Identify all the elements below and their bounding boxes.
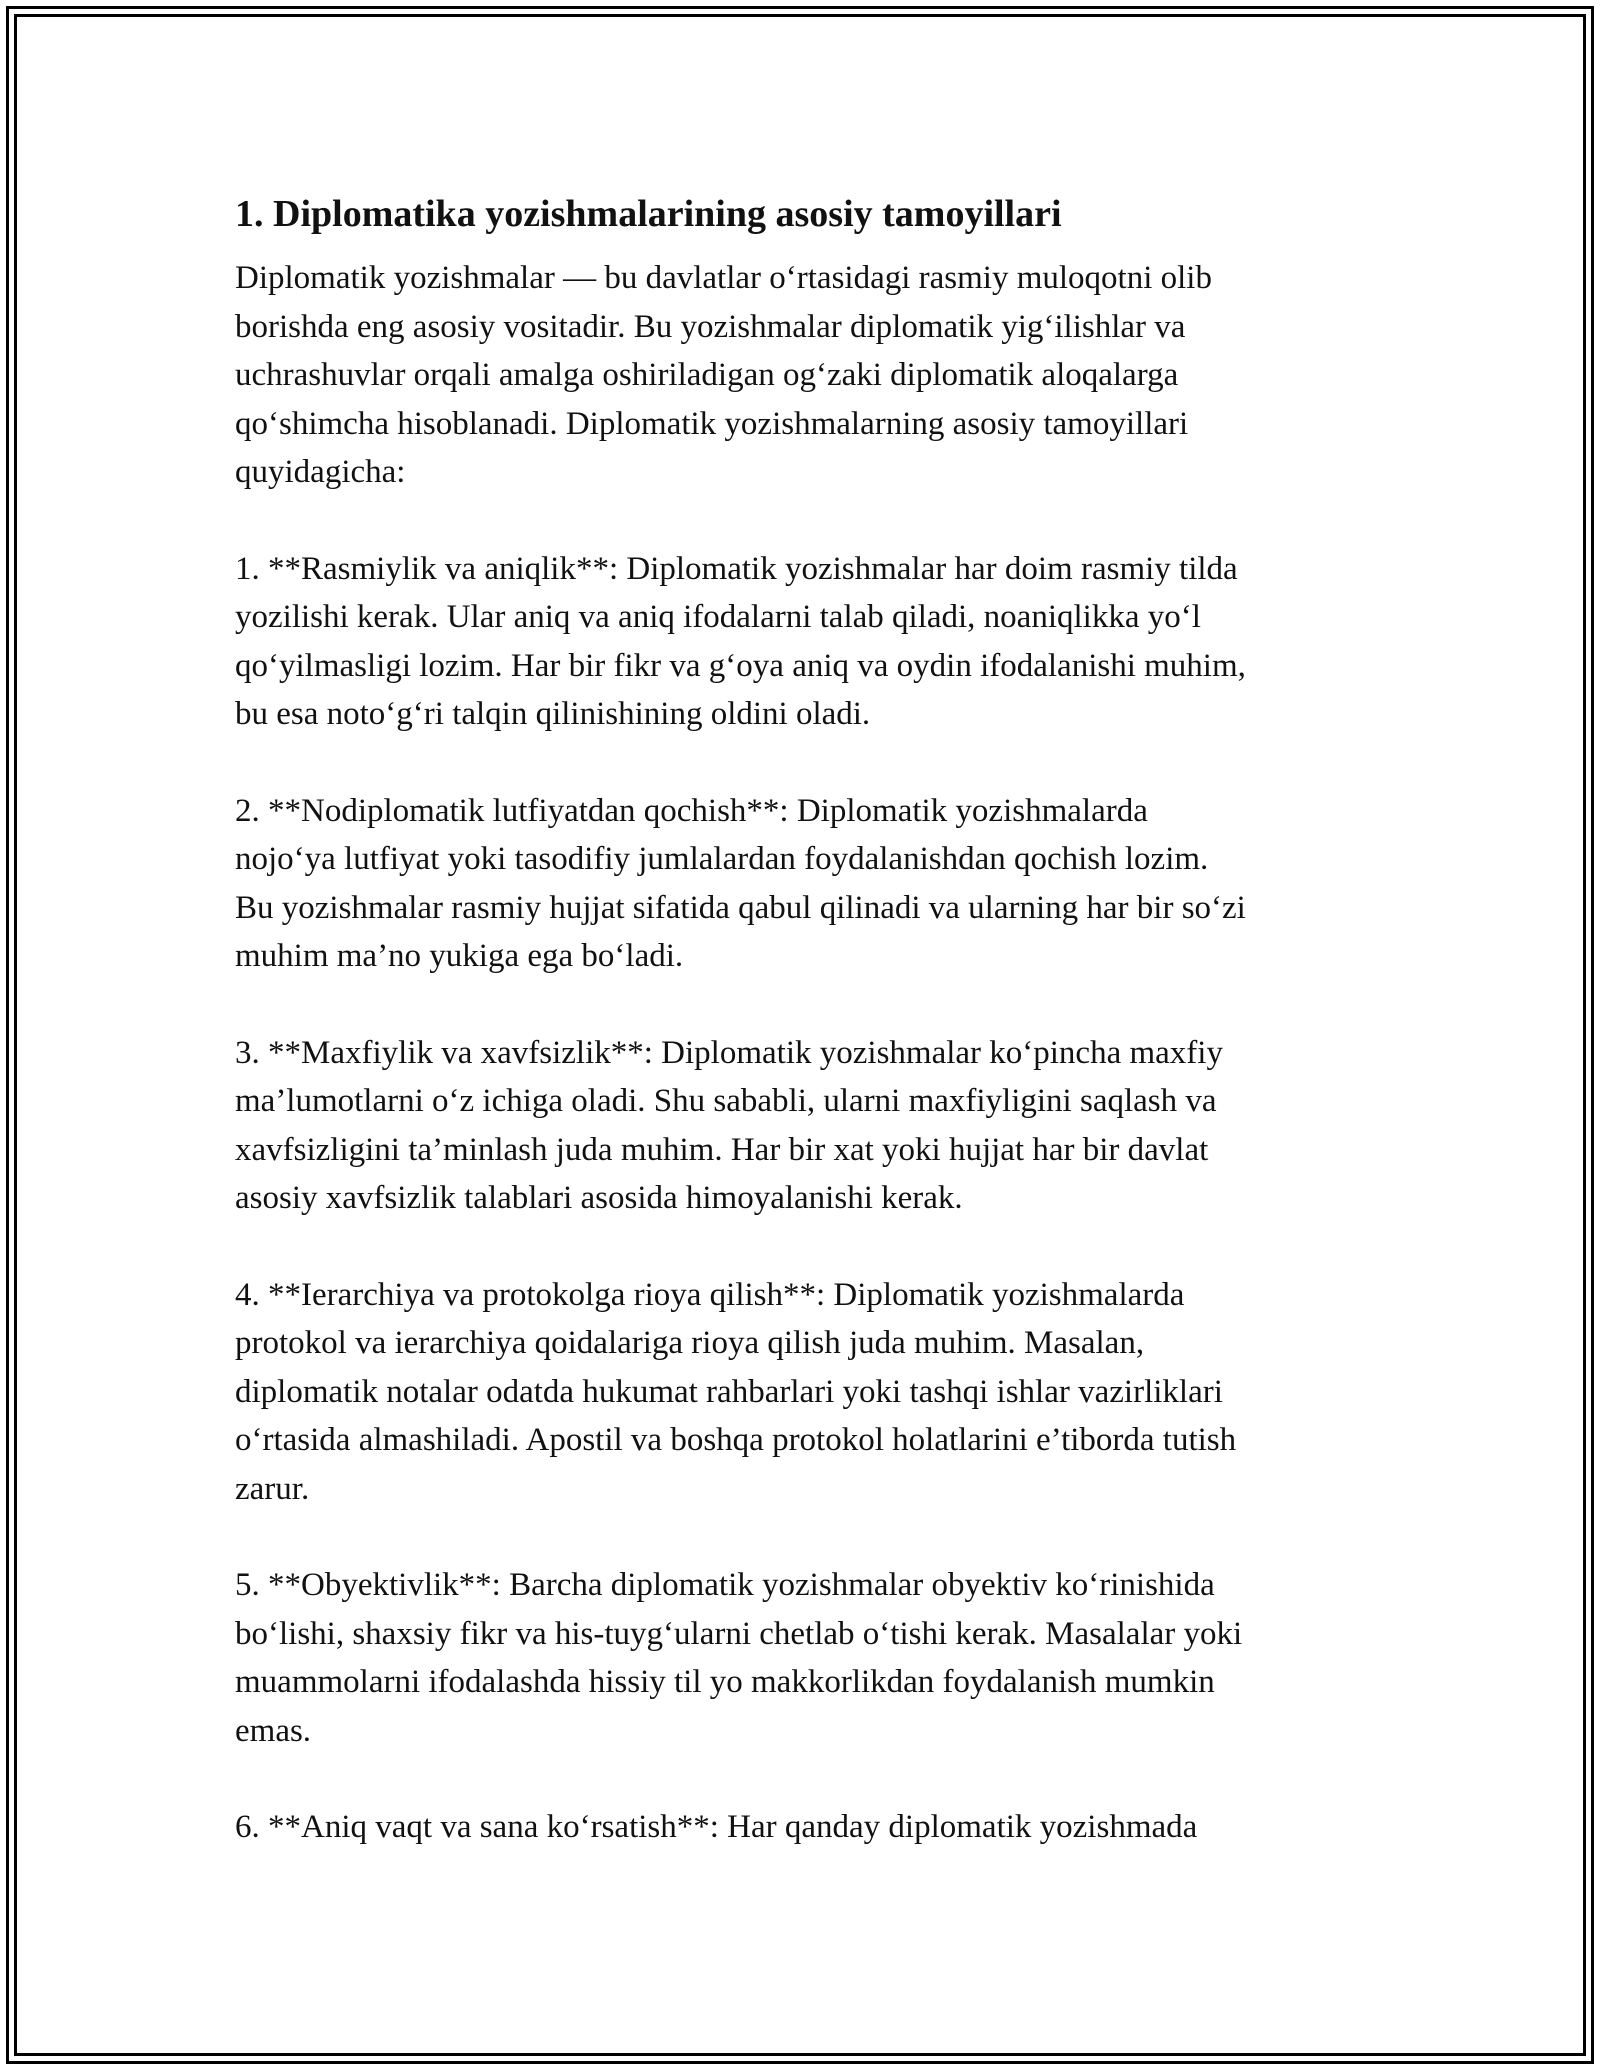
- text-line: qo‘shimcha hisoblanadi. Diplomatik yozishmalarning asosiy tamoyillari: [235, 405, 1189, 442]
- text-line: asosiy xavfsizlik talablari asosida himoyalanishi kerak.: [235, 1180, 963, 1216]
- text-line: protokol va ierarchiya qoidalariga rioya qilish juda muhim. Masalan,: [235, 1325, 1145, 1361]
- text-line: 4. **Ierarchiya va protokolga rioya qilish**: Diplomatik yozishmalarda: [235, 1276, 1185, 1313]
- principle-1-paragraph: [235, 545, 1370, 739]
- text-line: muammolarni ifodalashda hissiy til yo makkorlikdan foydalanish mumkin: [235, 1664, 1215, 1700]
- text-line: muhim ma’no yukiga ega bo‘ladi.: [235, 938, 684, 974]
- text-line: diplomatik notalar odatda hukumat rahbarlari yoki tashqi ishlar vazirliklari: [235, 1373, 1223, 1410]
- text-line: o‘rtasida almashiladi. Apostil va boshqa protokol holatlarini e’tiborda tutish: [235, 1422, 1237, 1458]
- text-line: borishda eng asosiy vositadir. Bu yozishmalar diplomatik yig‘ilishlar va: [235, 308, 1186, 345]
- text-line: xavfsizligini ta’minlash juda muhim. Har bir xat yoki hujjat har bir davlat: [235, 1131, 1209, 1168]
- principle-5-paragraph: [235, 1561, 1370, 1755]
- principle-2-paragraph: [235, 787, 1370, 981]
- text-line: qo‘yilmasligi lozim. Har bir fikr va g‘oya aniq va oydin ifodalanishi muhim,: [235, 647, 1246, 684]
- text-line: yozilishi kerak. Ular aniq va aniq ifodalarni talab qiladi, noaniqlikka yo‘l: [235, 599, 1201, 635]
- section-heading: 1. Diplomatika yozishmalarining asosiy tamoyillari: [235, 193, 1062, 235]
- principle-3-paragraph: [235, 1029, 1370, 1223]
- text-line: emas.: [235, 1712, 312, 1749]
- text-line: 5. **Obyektivlik**: Barcha diplomatik yozishmalar obyektiv ko‘rinishida: [235, 1567, 1215, 1603]
- text-line: ma’lumotlarni o‘z ichiga oladi. Shu sababli, ularni maxfiyligini saqlash va: [235, 1083, 1217, 1119]
- text-line: 1. **Rasmiylik va aniqlik**: Diplomatik yozishmalar har doim rasmiy tilda: [235, 550, 1238, 587]
- principle-4-paragraph: [235, 1271, 1370, 1514]
- text-line: 2. **Nodiplomatik lutfiyatdan qochish**: Diplomatik yozishmalarda: [235, 792, 1148, 829]
- text-line: Bu yozishmalar rasmiy hujjat sifatida qabul qilinadi va ularning har bir so‘zi: [235, 889, 1246, 926]
- text-line: bu esa noto‘g‘ri talqin qilinishining oldini oladi.: [235, 696, 871, 732]
- text-line: quyidagicha:: [235, 454, 406, 490]
- text-line: uchrashuvlar orqali amalga oshiriladigan og‘zaki diplomatik aloqalarga: [235, 357, 1179, 393]
- document-body: [235, 188, 1370, 1900]
- intro-paragraph: [235, 254, 1370, 497]
- principle-6-paragraph: [235, 1803, 1370, 1852]
- text-line: 3. **Maxfiylik va xavfsizlik**: Diplomatik yozishmalar ko‘pincha maxfiy: [235, 1034, 1223, 1071]
- text-line: Diplomatik yozishmalar — bu davlatlar o‘rtasidagi rasmiy muloqotni olib: [235, 260, 1212, 296]
- text-line: nojo‘ya lutfiyat yoki tasodifiy jumlalardan foydalanishdan qochish lozim.: [235, 841, 1209, 877]
- text-line: bo‘lishi, shaxsiy fikr va his-tuyg‘ularni chetlab o‘tishi kerak. Masalalar yoki: [235, 1615, 1243, 1652]
- text-line: 6. **Aniq vaqt va sana ko‘rsatish**: Har qanday diplomatik yozishmada: [235, 1809, 1198, 1845]
- text-line: zarur.: [235, 1470, 310, 1507]
